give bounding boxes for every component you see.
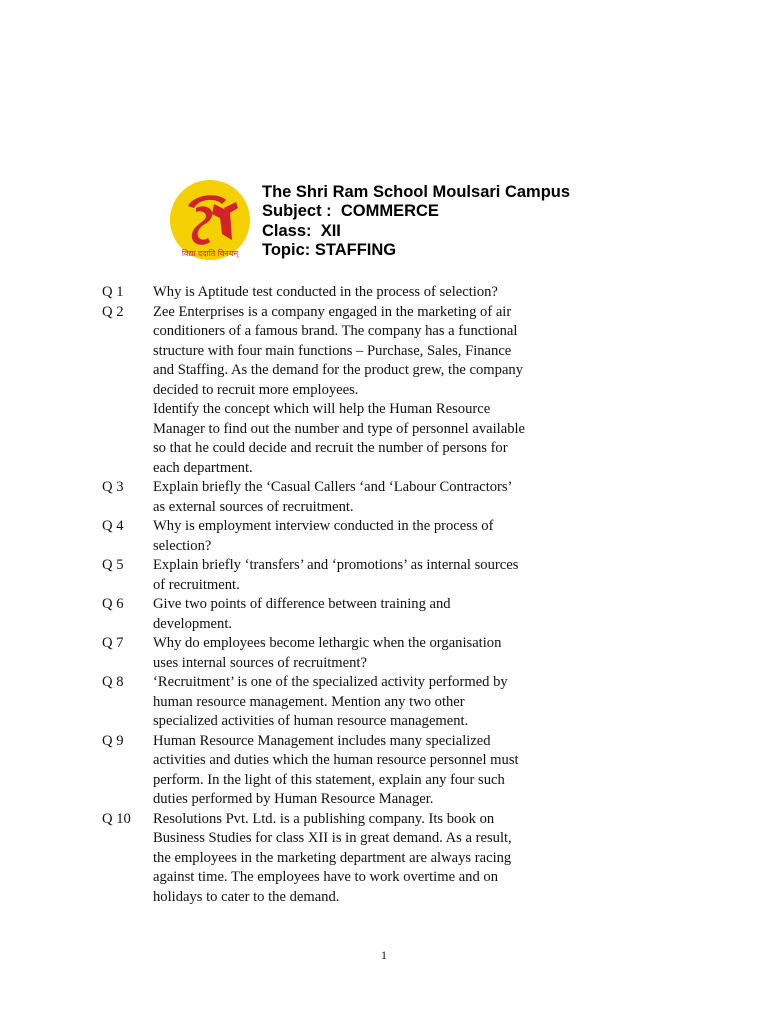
question-text bbox=[153, 478, 582, 517]
question-item bbox=[102, 595, 582, 634]
question-number: Q 4 bbox=[102, 518, 124, 534]
question-text-line: activities and duties which the human resource personnel must bbox=[153, 752, 519, 768]
question-text-line: ‘Recruitment’ is one of the specialized activity performed by bbox=[153, 674, 508, 690]
question-text-line: selection? bbox=[153, 537, 212, 554]
question-text-line: human resource management. Mention any two other bbox=[153, 693, 465, 710]
question-number: Q 10 bbox=[102, 810, 131, 827]
question-text-line: Human Resource Management includes many specialized bbox=[153, 732, 491, 749]
question-number: Q 9 bbox=[102, 732, 124, 749]
question-text-line: Give two points of difference between training and bbox=[153, 596, 451, 612]
class-line: Class: XII bbox=[262, 221, 341, 240]
question-text bbox=[153, 283, 582, 303]
question-text-line: Identify the concept which will help the Human Resource bbox=[153, 401, 491, 417]
question-text bbox=[153, 634, 582, 673]
question-text-line: Zee Enterprises is a company engaged in the marketing of air bbox=[153, 303, 512, 320]
question-text-line: so that he could decide and recruit the number of persons for bbox=[153, 440, 508, 456]
page-number: 1 bbox=[381, 948, 387, 962]
question-text-line: as external sources of recruitment. bbox=[153, 498, 354, 515]
question-text-line: decided to recruit more employees. bbox=[153, 381, 359, 398]
question-text-line: the employees in the marketing department are always racing bbox=[153, 849, 512, 866]
question-item bbox=[102, 634, 582, 673]
question-text-line: development. bbox=[153, 615, 233, 632]
question-number: Q 3 bbox=[102, 479, 124, 495]
shri-ram-school-logo-icon bbox=[166, 178, 254, 266]
question-text-line: duties performed by Human Resource Manager. bbox=[153, 791, 434, 807]
question-list bbox=[102, 283, 582, 907]
document-header bbox=[262, 183, 570, 260]
question-text-line: Explain briefly the ‘Casual Callers ‘and ‘Labour Contractors’ bbox=[153, 479, 513, 495]
question-number: Q 8 bbox=[102, 674, 124, 690]
question-item bbox=[102, 810, 582, 908]
question-item bbox=[102, 303, 582, 479]
question-text-line: Business Studies for class XII is in great demand. As a result, bbox=[153, 830, 512, 846]
question-item bbox=[102, 556, 582, 595]
question-text bbox=[153, 732, 582, 810]
question-text bbox=[153, 517, 582, 556]
question-item bbox=[102, 283, 582, 303]
question-text-line: each department. bbox=[153, 459, 253, 476]
question-text bbox=[153, 595, 582, 634]
subject-line: Subject : COMMERCE bbox=[262, 202, 439, 221]
question-text-line: Why is Aptitude test conducted in the process of selection? bbox=[153, 284, 498, 300]
question-text-line: and Staffing. As the demand for the product grew, the company bbox=[153, 362, 524, 378]
question-item bbox=[102, 732, 582, 810]
question-text-line: against time. The employees have to work overtime and on bbox=[153, 869, 499, 885]
question-text-line: of recruitment. bbox=[153, 576, 240, 593]
question-text-line: conditioners of a famous brand. The company has a functional bbox=[153, 323, 518, 339]
question-text-line: Why do employees become lethargic when the organisation bbox=[153, 635, 502, 651]
school-name: The Shri Ram School Moulsari Campus bbox=[262, 183, 571, 201]
question-number: Q 6 bbox=[102, 596, 124, 612]
question-item bbox=[102, 517, 582, 556]
question-text-line: Why is employment interview conducted in the process of bbox=[153, 518, 494, 534]
question-text-line: perform. In the light of this statement, explain any four such bbox=[153, 771, 505, 788]
question-text-line: structure with four main functions – Purchase, Sales, Finance bbox=[153, 342, 512, 359]
logo-circle bbox=[170, 180, 250, 260]
question-text bbox=[153, 556, 582, 595]
question-text-line: Manager to find out the number and type of personnel available bbox=[153, 420, 526, 437]
question-text-line: Explain briefly ‘transfers’ and ‘promotions’ as internal sources bbox=[153, 557, 519, 573]
topic-line: Topic: STAFFING bbox=[262, 240, 397, 259]
question-item bbox=[102, 673, 582, 732]
question-text bbox=[153, 303, 582, 479]
question-text bbox=[153, 673, 582, 732]
question-number: Q 2 bbox=[102, 303, 124, 320]
question-number: Q 1 bbox=[102, 284, 124, 300]
question-number: Q 7 bbox=[102, 635, 124, 651]
question-text-line: specialized activities of human resource management. bbox=[153, 713, 469, 729]
question-text-line: uses internal sources of recruitment? bbox=[153, 654, 367, 671]
question-item bbox=[102, 478, 582, 517]
question-text-line: Resolutions Pvt. Ltd. is a publishing company. Its book on bbox=[153, 810, 495, 827]
question-number: Q 5 bbox=[102, 557, 124, 573]
question-text bbox=[153, 810, 582, 908]
logo-motto: विद्या ददाति विनयम् bbox=[181, 249, 239, 258]
question-text-line: holidays to cater to the demand. bbox=[153, 888, 340, 905]
